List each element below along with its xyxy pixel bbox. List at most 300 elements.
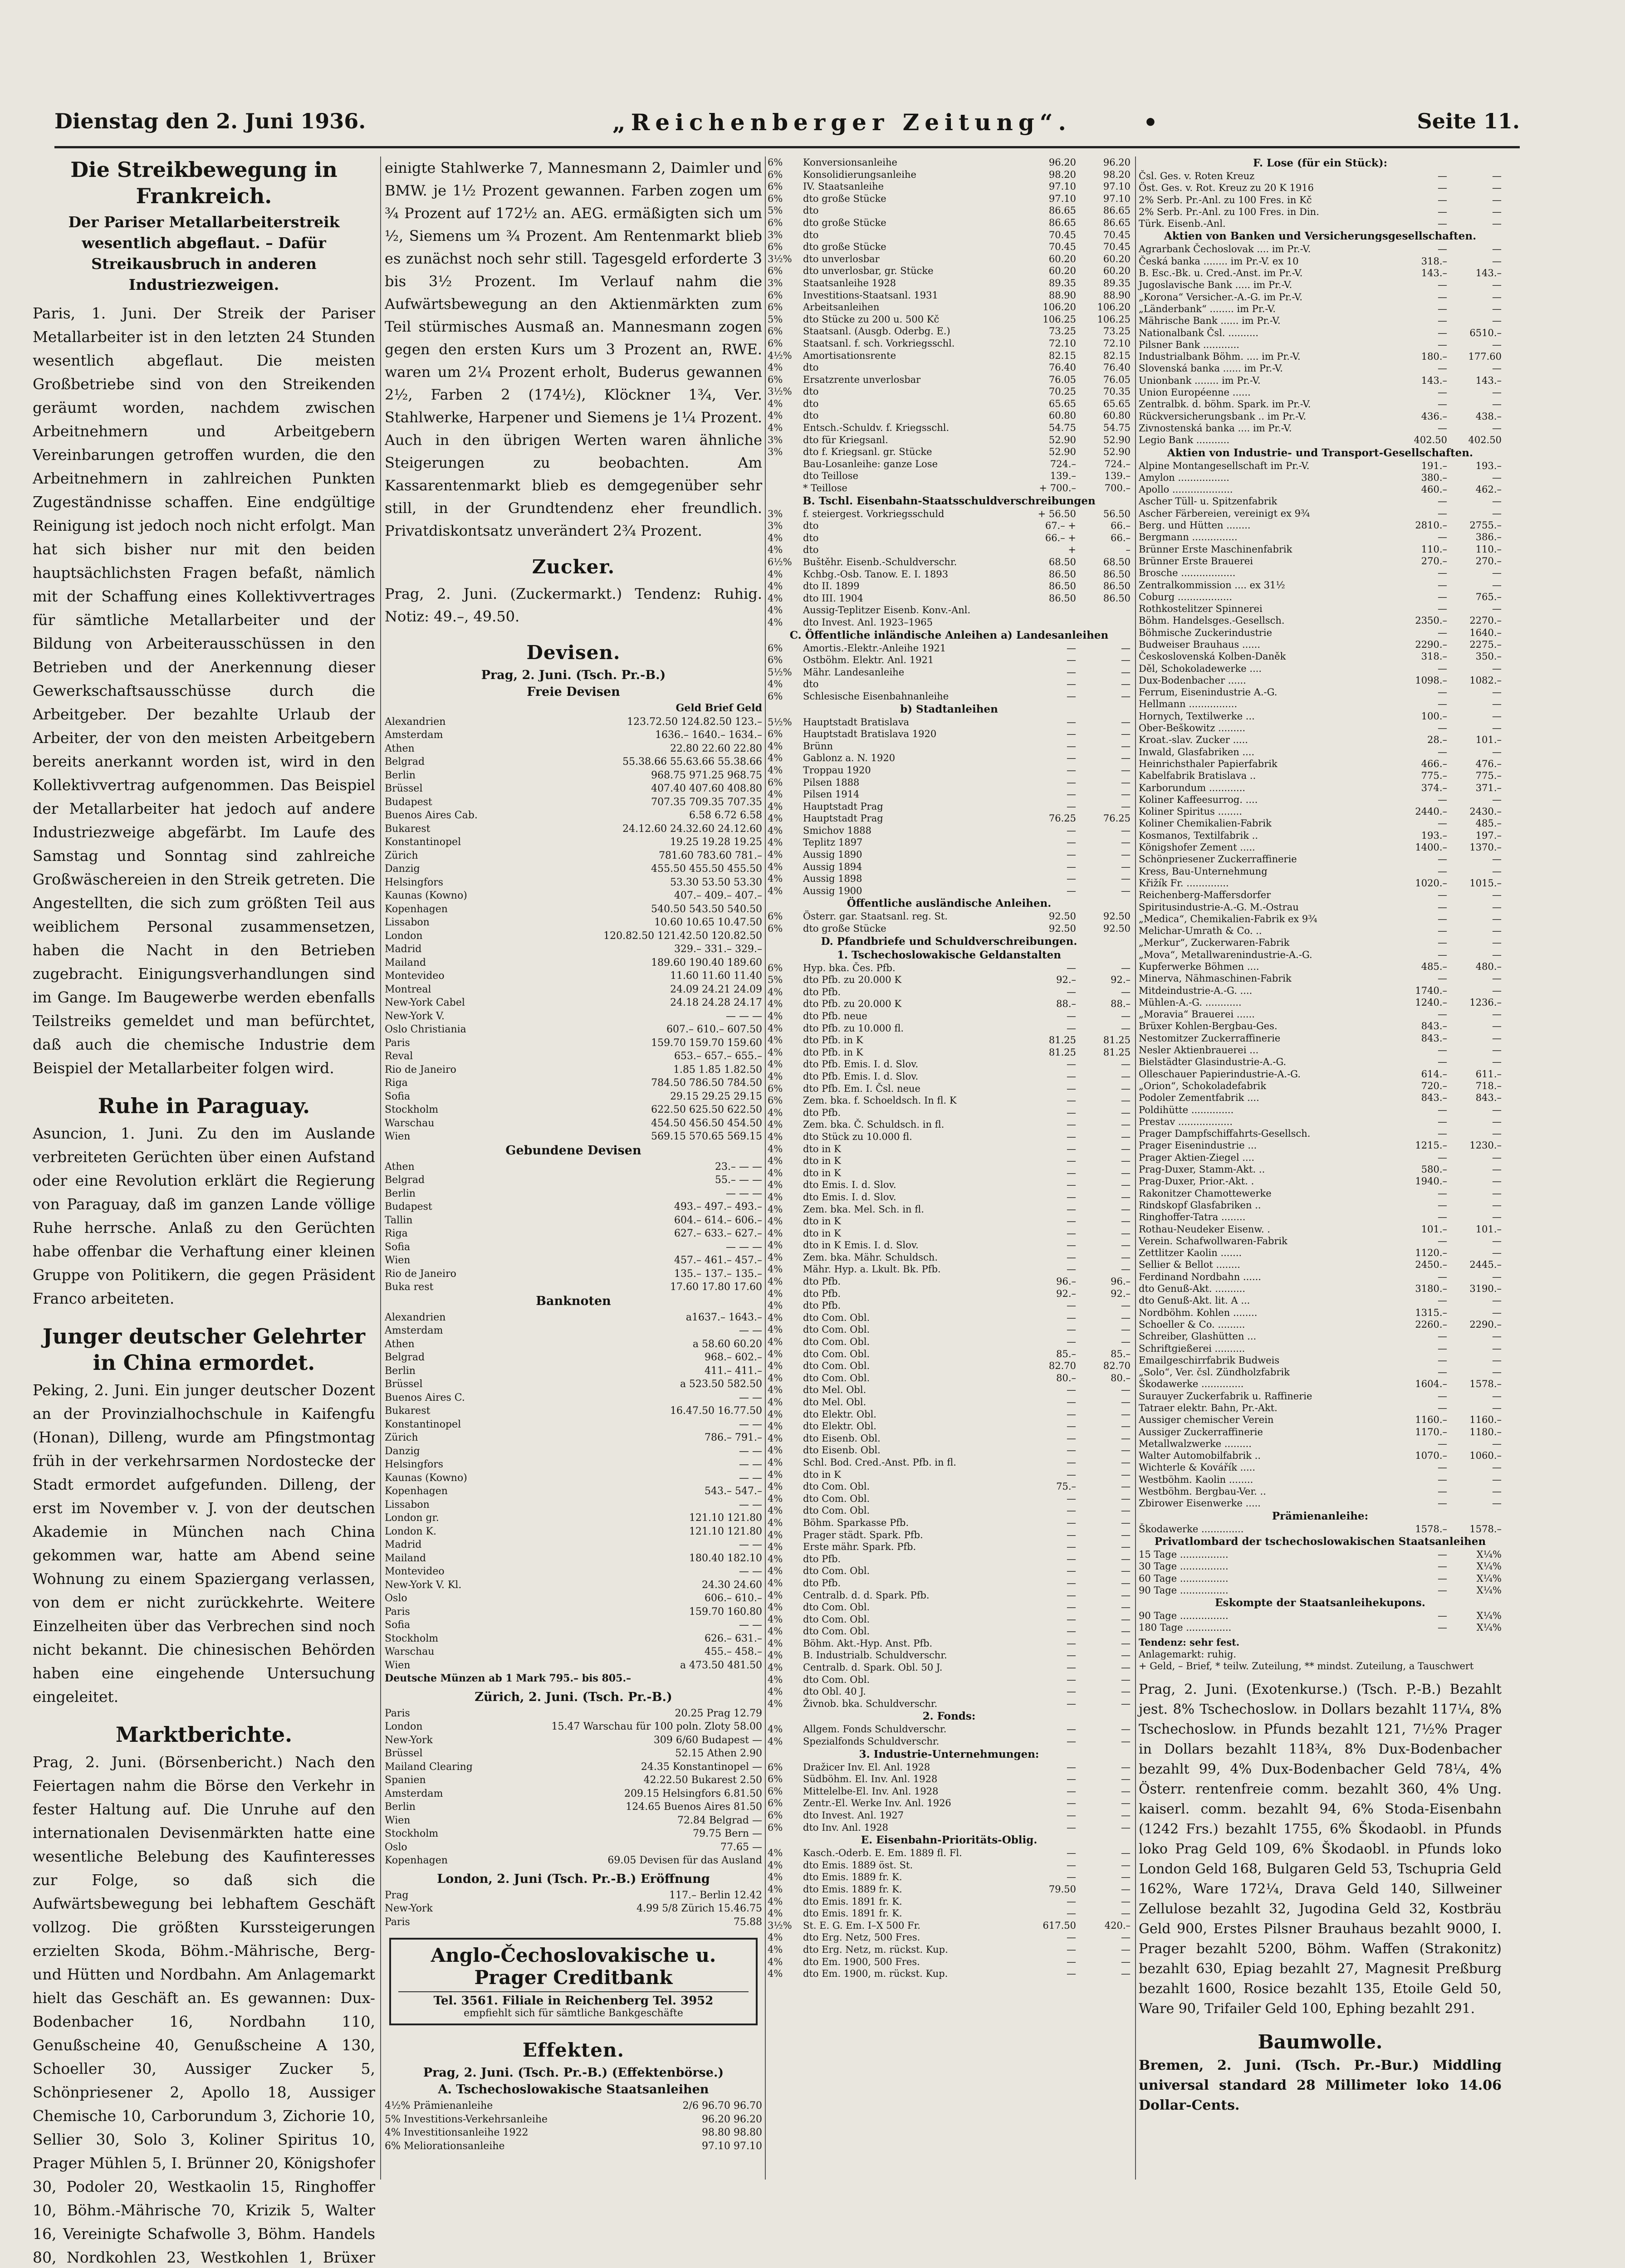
row-values: 454.50 456.50 454.50 xyxy=(651,1117,762,1129)
table-row xyxy=(768,690,1131,703)
price-current: 143.– xyxy=(1475,375,1502,386)
row-label: Riga xyxy=(385,1077,408,1089)
security-name: Křižík Fr. .............. xyxy=(1139,877,1229,889)
price-ask: — xyxy=(1121,1798,1131,1809)
london-heading: London, 2. Juni (Tsch. Pr.-B.) Eröffnung xyxy=(437,1872,710,1886)
price-ask: — xyxy=(1121,1517,1131,1528)
price-previous: — xyxy=(1438,1295,1447,1306)
coupon-rate: 4% xyxy=(768,1227,783,1239)
price-bid: — xyxy=(1067,1602,1076,1613)
table-subheading: B. Tschl. Eisenbahn-Staatsschuldverschreibungen xyxy=(803,494,1096,507)
table-row xyxy=(385,1707,762,1721)
table-row xyxy=(1139,1622,1502,1633)
security-name: dto Elektr. Obl. xyxy=(803,1408,876,1420)
security-name: Mühlen-A.-G. ............ xyxy=(1139,997,1242,1008)
price-current: — xyxy=(1492,303,1502,314)
price-ask: — xyxy=(1121,1848,1131,1859)
coupon-rate: 3% xyxy=(768,520,783,532)
price-ask: — xyxy=(1121,1822,1131,1833)
price-current: — xyxy=(1492,1152,1502,1163)
coupon-rate: 3½% xyxy=(768,386,792,397)
security-name: Ferdinand Nordbahn ...... xyxy=(1139,1271,1261,1282)
row-values: 569.15 570.65 569.15 xyxy=(651,1131,762,1142)
row-values: 329.– 331.– 329.– xyxy=(674,943,762,955)
table-row xyxy=(1139,362,1502,374)
table-row xyxy=(768,885,1131,897)
coupon-rate: 4% xyxy=(768,1553,783,1564)
security-name: „Solo“, Ver. čsl. Zündholzfabrik xyxy=(1139,1367,1290,1378)
table-row xyxy=(768,1119,1131,1131)
price-current: — xyxy=(1492,363,1502,374)
row-values: 180.40 182.10 xyxy=(689,1552,762,1564)
security-name: Verein. Schafwollwaren-Fabrik xyxy=(1139,1235,1287,1246)
coupon-rate: 6% xyxy=(768,1822,783,1833)
table-row xyxy=(385,1734,762,1747)
price-ask: — xyxy=(1121,1968,1131,1980)
price-current: — xyxy=(1492,1021,1502,1032)
price-bid: — xyxy=(1067,801,1076,812)
security-name: 180 Tage ............... xyxy=(1139,1622,1232,1633)
row-label: Kaunas (Kowno) xyxy=(385,890,467,901)
price-bid: 60.20 xyxy=(1048,265,1076,277)
security-name: Děl, Schokoladewerke .... xyxy=(1139,663,1262,674)
table-row xyxy=(385,996,762,1010)
table-row xyxy=(768,1372,1131,1384)
table-row xyxy=(1139,985,1502,997)
coupon-rate: 4% xyxy=(768,1216,783,1227)
coupon-rate: 5½% xyxy=(768,666,792,678)
table-row xyxy=(768,923,1131,935)
coupon-rate: 4% xyxy=(768,1908,783,1919)
security-name: Ringhoffer-Tatra ........ xyxy=(1139,1212,1246,1223)
price-bid: 52.90 xyxy=(1048,434,1076,445)
row-label: New-York xyxy=(385,1734,433,1746)
row-label: Sofia xyxy=(385,1619,411,1631)
price-current: — xyxy=(1492,1104,1502,1115)
price-ask: — xyxy=(1121,1324,1131,1335)
table-row xyxy=(1139,675,1502,686)
price-ask: — xyxy=(1121,1674,1131,1685)
effekten-subheading: A. Tschechoslowakische Staatsanleihen xyxy=(438,2082,709,2097)
price-bid: 70.45 xyxy=(1048,241,1076,253)
price-ask: — xyxy=(1121,873,1131,885)
price-ask: — xyxy=(1121,666,1131,678)
security-name: dto Com. Obl. xyxy=(803,1324,870,1335)
table-row xyxy=(1139,434,1502,446)
security-name: Hellmann ................ xyxy=(1139,699,1238,710)
table-row xyxy=(385,1774,762,1787)
price-bid: — xyxy=(1067,1848,1076,1859)
price-current: — xyxy=(1492,1438,1502,1449)
price-previous: — xyxy=(1438,1152,1447,1163)
price-current: — xyxy=(1492,244,1502,255)
price-ask: — xyxy=(1121,1469,1131,1480)
row-values: 79.75 Bern — xyxy=(693,1828,762,1839)
price-ask: — xyxy=(1121,1336,1131,1348)
price-bid: — xyxy=(1067,764,1076,776)
security-name: dto Mel. Obl. xyxy=(803,1397,866,1408)
security-name: Brüxer Kohlen-Bergbau-Ges. xyxy=(1139,1021,1277,1032)
table-row xyxy=(768,556,1131,568)
price-ask: — xyxy=(1121,1956,1131,1967)
price-current: 480.– xyxy=(1475,961,1502,972)
price-current: — xyxy=(1492,603,1502,615)
row-values: 117.– Berlin 12.42 xyxy=(669,1889,762,1901)
table-row xyxy=(768,520,1131,532)
security-name: dto Erg. Netz, m. rückst. Kup. xyxy=(803,1944,948,1955)
security-name: Ascher Färbereien, vereinigt ex 9¾ xyxy=(1139,508,1310,519)
security-name: Centralb. d. d. Spark. Pfb. xyxy=(803,1589,930,1601)
security-name: Brosche .................. xyxy=(1139,567,1236,579)
price-bid: — xyxy=(1067,1968,1076,1980)
table-row xyxy=(768,265,1131,277)
security-name: dto Erg. Netz, 500 Fres. xyxy=(803,1932,920,1943)
table-row xyxy=(385,1902,762,1916)
security-name: Berg. und Hütten ........ xyxy=(1139,520,1251,531)
price-previous: 2290.– xyxy=(1415,639,1447,650)
table-row xyxy=(1139,1092,1502,1104)
price-previous: — xyxy=(1438,579,1447,591)
table-row xyxy=(1139,1402,1502,1414)
coupon-rate: 4% xyxy=(768,568,783,580)
table-row xyxy=(1139,1235,1502,1247)
row-label: Budapest xyxy=(385,796,432,808)
coupon-rate: 4% xyxy=(768,740,783,752)
price-previous: — xyxy=(1438,567,1447,579)
security-name: Podoler Zementfabrik .... xyxy=(1139,1092,1259,1104)
price-previous: 318.– xyxy=(1421,255,1447,267)
price-previous: — xyxy=(1438,182,1447,194)
price-bid: 92.50 xyxy=(1048,923,1076,934)
price-previous: — xyxy=(1438,303,1447,314)
row-values: 72.84 Belgrad — xyxy=(677,1814,762,1826)
row-values: 6.58 6.72 6.58 xyxy=(689,810,762,821)
price-previous: — xyxy=(1438,723,1447,734)
security-name: Slovenská banka ...... im Pr.-V. xyxy=(1139,363,1283,374)
price-previous: — xyxy=(1438,1402,1447,1413)
coupon-rate: 4% xyxy=(768,1312,783,1323)
price-current: — xyxy=(1492,1128,1502,1139)
price-bid: — xyxy=(1067,861,1076,872)
table-row xyxy=(385,1187,762,1201)
table-row xyxy=(768,1010,1131,1022)
table-row xyxy=(768,205,1131,217)
table-row xyxy=(768,1896,1131,1908)
price-bid: 88.– xyxy=(1056,998,1076,1010)
coupon-rate: 4% xyxy=(768,998,783,1010)
security-name: Prager Eisenindustrie ... xyxy=(1139,1140,1257,1151)
row-label: Oslo Christiania xyxy=(385,1024,466,1035)
price-previous: 775.– xyxy=(1421,770,1447,782)
price-current: 143.– xyxy=(1475,268,1502,279)
coupon-rate: 4% xyxy=(768,422,783,434)
article-subtitle: Der Pariser Metallarbeiterstreik wesentlich abgeflaut. – Dafür Streikausbruch in anderen Industriezweigen. xyxy=(68,213,340,293)
table-row xyxy=(1139,746,1502,758)
row-values: 24.12.60 24.32.60 24.12.60 xyxy=(622,823,762,835)
security-name: dto Com. Obl. xyxy=(803,1348,870,1359)
table-row xyxy=(768,592,1131,605)
table-subheading: 3. Industrie-Unternehmungen: xyxy=(859,1748,1039,1760)
row-label: Berlin xyxy=(385,1801,416,1813)
price-current: — xyxy=(1492,723,1502,734)
row-values: 10.60 10.65 10.47.50 xyxy=(654,917,762,928)
price-ask: — xyxy=(1121,1810,1131,1821)
coupon-rate: 4% xyxy=(768,1445,783,1456)
price-previous: — xyxy=(1438,327,1447,338)
security-name: dto Emis. 1891 fr. K. xyxy=(803,1908,902,1919)
security-name: Hornych, Textilwerke ... xyxy=(1139,710,1255,722)
coupon-rate: 4% xyxy=(768,1956,783,1967)
price-previous: — xyxy=(1438,387,1447,398)
price-ask: 88.90 xyxy=(1103,289,1131,301)
coupon-rate: 4% xyxy=(768,1408,783,1420)
price-current: 270.– xyxy=(1475,555,1502,567)
security-name: dto Pfb. in K xyxy=(803,1046,863,1058)
security-name: dto xyxy=(803,679,819,690)
table-row xyxy=(1139,182,1502,194)
price-ask: 92.50 xyxy=(1103,911,1131,922)
price-bid: — xyxy=(1067,1774,1076,1785)
table-row xyxy=(385,1023,762,1036)
bank-advertisement xyxy=(389,1938,758,2025)
price-previous: — xyxy=(1438,1354,1447,1366)
price-current: 1236.– xyxy=(1469,997,1502,1008)
row-values: 121.10 121.80 xyxy=(689,1512,762,1524)
row-label: Warschau xyxy=(385,1117,435,1129)
row-label: Budapest xyxy=(385,1201,432,1212)
table-row xyxy=(1139,865,1502,877)
coupon-rate xyxy=(768,458,803,470)
coupon-rate: 4% xyxy=(768,1276,783,1287)
row-label: London xyxy=(385,1721,423,1732)
table-row xyxy=(768,1601,1131,1613)
table-row xyxy=(385,1254,762,1267)
row-label: Amsterdam xyxy=(385,729,443,741)
table-row xyxy=(768,752,1131,764)
table-row xyxy=(768,1541,1131,1553)
price-ask: — xyxy=(1121,1445,1131,1456)
security-name: dto f. Kriegsanl. gr. Stücke xyxy=(803,446,932,458)
table-row xyxy=(1139,1104,1502,1116)
table-row xyxy=(768,616,1131,629)
table-row xyxy=(768,229,1131,241)
table-row xyxy=(385,2126,762,2140)
price-bid: 89.35 xyxy=(1048,277,1076,288)
table-row xyxy=(385,1485,762,1498)
row-label: Paris xyxy=(385,1707,410,1719)
price-bid: 68.50 xyxy=(1048,557,1076,567)
table-row xyxy=(1139,1486,1502,1497)
table-row xyxy=(768,532,1131,544)
price-current: 718.– xyxy=(1475,1080,1502,1091)
table-row xyxy=(385,1592,762,1605)
price-previous: — xyxy=(1438,1104,1447,1115)
coupon-rate: 4% xyxy=(768,986,783,997)
price-previous: 2810.– xyxy=(1415,520,1447,531)
price-ask: 82.15 xyxy=(1103,350,1131,361)
price-ask: — xyxy=(1121,986,1131,997)
row-values: 622.50 625.50 622.50 xyxy=(651,1104,762,1115)
price-bid: 60.20 xyxy=(1048,253,1076,264)
table-row xyxy=(385,1404,762,1418)
coupon-rate: 4% xyxy=(768,1300,783,1311)
security-name: Heinrichsthaler Papierfabrik xyxy=(1139,758,1277,769)
security-name: Prager Aktien-Ziegel .... xyxy=(1139,1152,1255,1163)
price-current: — xyxy=(1492,194,1502,205)
table-row xyxy=(1139,484,1502,495)
table-row xyxy=(385,1391,762,1405)
security-name: Hyp. bka. Čes. Pfb. xyxy=(803,962,896,973)
security-name: dto in K xyxy=(803,1143,841,1154)
table-row xyxy=(1139,255,1502,267)
price-previous: — xyxy=(1438,315,1447,327)
price-previous: 436.– xyxy=(1421,411,1447,422)
coupon-rate: 4% xyxy=(768,1119,783,1130)
security-name: Industrialbank Böhm. .... im Pr.-V. xyxy=(1139,351,1301,362)
table-row xyxy=(768,1107,1131,1119)
price-previous: 843.– xyxy=(1421,1092,1447,1104)
row-label: Zürich xyxy=(385,1432,418,1443)
table-row xyxy=(768,910,1131,923)
price-ask: — xyxy=(1121,1505,1131,1516)
price-ask: — xyxy=(1121,1131,1131,1142)
table-row xyxy=(385,1130,762,1144)
price-bid: — xyxy=(1067,1736,1076,1747)
coupon-rate: 6% xyxy=(768,1761,783,1773)
row-values: 968.75 971.25 968.75 xyxy=(651,769,762,781)
row-values: — — xyxy=(739,1459,762,1470)
row-label: Alexandrien xyxy=(385,716,446,728)
table-row xyxy=(1139,1152,1502,1163)
security-name: Aussig 1890 xyxy=(803,849,862,860)
coupon-rate: 4% xyxy=(768,1348,783,1359)
row-values: 968.– 602.– xyxy=(705,1352,762,1363)
table-row xyxy=(768,1312,1131,1324)
table-row xyxy=(385,1200,762,1214)
security-name: Mittelelbe-El. Inv. Anl. 1928 xyxy=(803,1785,939,1797)
security-name: Zivnostenská banka .... im Pr.-V. xyxy=(1139,422,1292,434)
price-current: — xyxy=(1492,1331,1502,1342)
coupon-rate: 4% xyxy=(768,1469,783,1480)
price-bid: — xyxy=(1067,1119,1076,1130)
row-values: 1636.– 1640.– 1634.– xyxy=(655,729,762,741)
price-ask: — xyxy=(1121,1312,1131,1323)
table-row xyxy=(1139,555,1502,567)
price-bid: — xyxy=(1067,1432,1076,1444)
price-current: — xyxy=(1492,901,1502,913)
price-ask: 81.25 xyxy=(1103,1035,1131,1046)
section-title: Baumwolle. xyxy=(1258,2030,1383,2053)
table-row xyxy=(1139,1128,1502,1139)
table-row xyxy=(385,849,762,863)
price-current: 402.50 xyxy=(1468,435,1502,446)
coupon-rate: 4% xyxy=(768,1493,783,1504)
table-row xyxy=(1139,973,1502,984)
coupon-rate: 6% xyxy=(768,655,783,666)
row-values: — — xyxy=(739,1539,762,1550)
row-values: 1.85 1.85 1.82.50 xyxy=(673,1064,762,1075)
security-name: „Medica“, Chemikalien-Fabrik ex 9¾ xyxy=(1139,913,1317,924)
row-label: Wien xyxy=(385,1659,411,1671)
price-current: — xyxy=(1492,746,1502,758)
row-values: 24.18 24.28 24.17 xyxy=(670,997,762,1008)
price-ask: — xyxy=(1121,1761,1131,1773)
security-name: Schreiber, Glashütten ... xyxy=(1139,1331,1257,1342)
price-bid: — xyxy=(1067,1577,1076,1589)
row-values: 540.50 543.50 540.50 xyxy=(651,903,762,915)
table-row xyxy=(1139,327,1502,339)
security-name: Olleschauer Papierindustrie-A.-G. xyxy=(1139,1068,1301,1080)
table-row xyxy=(1139,1584,1502,1596)
security-name: Mährische Bank ...... im Pr.-V. xyxy=(1139,315,1281,327)
table-row xyxy=(1139,1211,1502,1223)
table-row xyxy=(385,929,762,943)
price-bid: — xyxy=(1067,753,1076,764)
table-row xyxy=(768,1058,1131,1070)
table-row xyxy=(385,1036,762,1050)
coupon-rate: 6% xyxy=(768,1774,783,1785)
coupon-rate: 6½% xyxy=(768,557,792,567)
security-name: Troppau 1920 xyxy=(803,764,871,776)
table-row xyxy=(1139,901,1502,913)
table-row xyxy=(1139,1343,1502,1354)
security-name: Südböhm. El. Inv. Anl. 1928 xyxy=(803,1774,938,1785)
row-label: Oslo xyxy=(385,1841,407,1853)
table-row xyxy=(1139,315,1502,327)
price-previous: 1070.– xyxy=(1415,1450,1447,1461)
table-row xyxy=(768,1396,1131,1408)
price-current: — xyxy=(1492,1474,1502,1485)
table-row xyxy=(1139,663,1502,675)
table-row xyxy=(768,728,1131,740)
security-name: 90 Tage ................ xyxy=(1139,1610,1229,1622)
security-name: Zem. bka. f. Schoeldsch. In fl. K xyxy=(803,1095,957,1106)
price-previous: — xyxy=(1438,1331,1447,1342)
table-row xyxy=(768,1662,1131,1674)
coupon-rate: 3% xyxy=(768,229,783,240)
security-name: Ober-Beškowitz ......... xyxy=(1139,723,1246,734)
table-row xyxy=(768,169,1131,181)
effekten-table xyxy=(385,2099,762,2153)
price-ask: 76.25 xyxy=(1103,813,1131,824)
table-row xyxy=(768,1360,1131,1372)
row-values: 24.30 24.60 xyxy=(702,1579,762,1591)
price-previous: — xyxy=(1438,1056,1447,1068)
price-previous: 1170.– xyxy=(1415,1426,1447,1437)
table-row xyxy=(768,654,1131,666)
table-row xyxy=(768,1613,1131,1626)
row-label: Danzig xyxy=(385,1445,420,1457)
row-values: 707.35 709.35 707.35 xyxy=(651,796,762,808)
table-row xyxy=(385,903,762,916)
table-legend: + Geld, – Brief, * teilw. Zuteilung, ** mindst. Zuteilung, a Tauschwert xyxy=(1139,1661,1474,1672)
row-values: 457.– 461.– 457.– xyxy=(674,1255,762,1266)
security-name: dto in K Emis. I. d. Slov. xyxy=(803,1240,919,1251)
coupon-rate: 4% xyxy=(768,1059,783,1070)
price-bid xyxy=(1022,604,1076,616)
table-row xyxy=(1139,1056,1502,1068)
price-ask: 92.50 xyxy=(1103,923,1131,934)
table-row xyxy=(385,1618,762,1632)
row-label: Paris xyxy=(385,1916,410,1928)
coupon-rate: 4% xyxy=(768,1022,783,1034)
price-ask: — xyxy=(1121,1179,1131,1191)
table-row xyxy=(385,1431,762,1445)
price-bid: — xyxy=(1067,1179,1076,1191)
row-values: 411.– 411.– xyxy=(705,1365,762,1377)
stock-table xyxy=(1139,156,1502,1634)
price-current: X¼% xyxy=(1476,1610,1502,1622)
